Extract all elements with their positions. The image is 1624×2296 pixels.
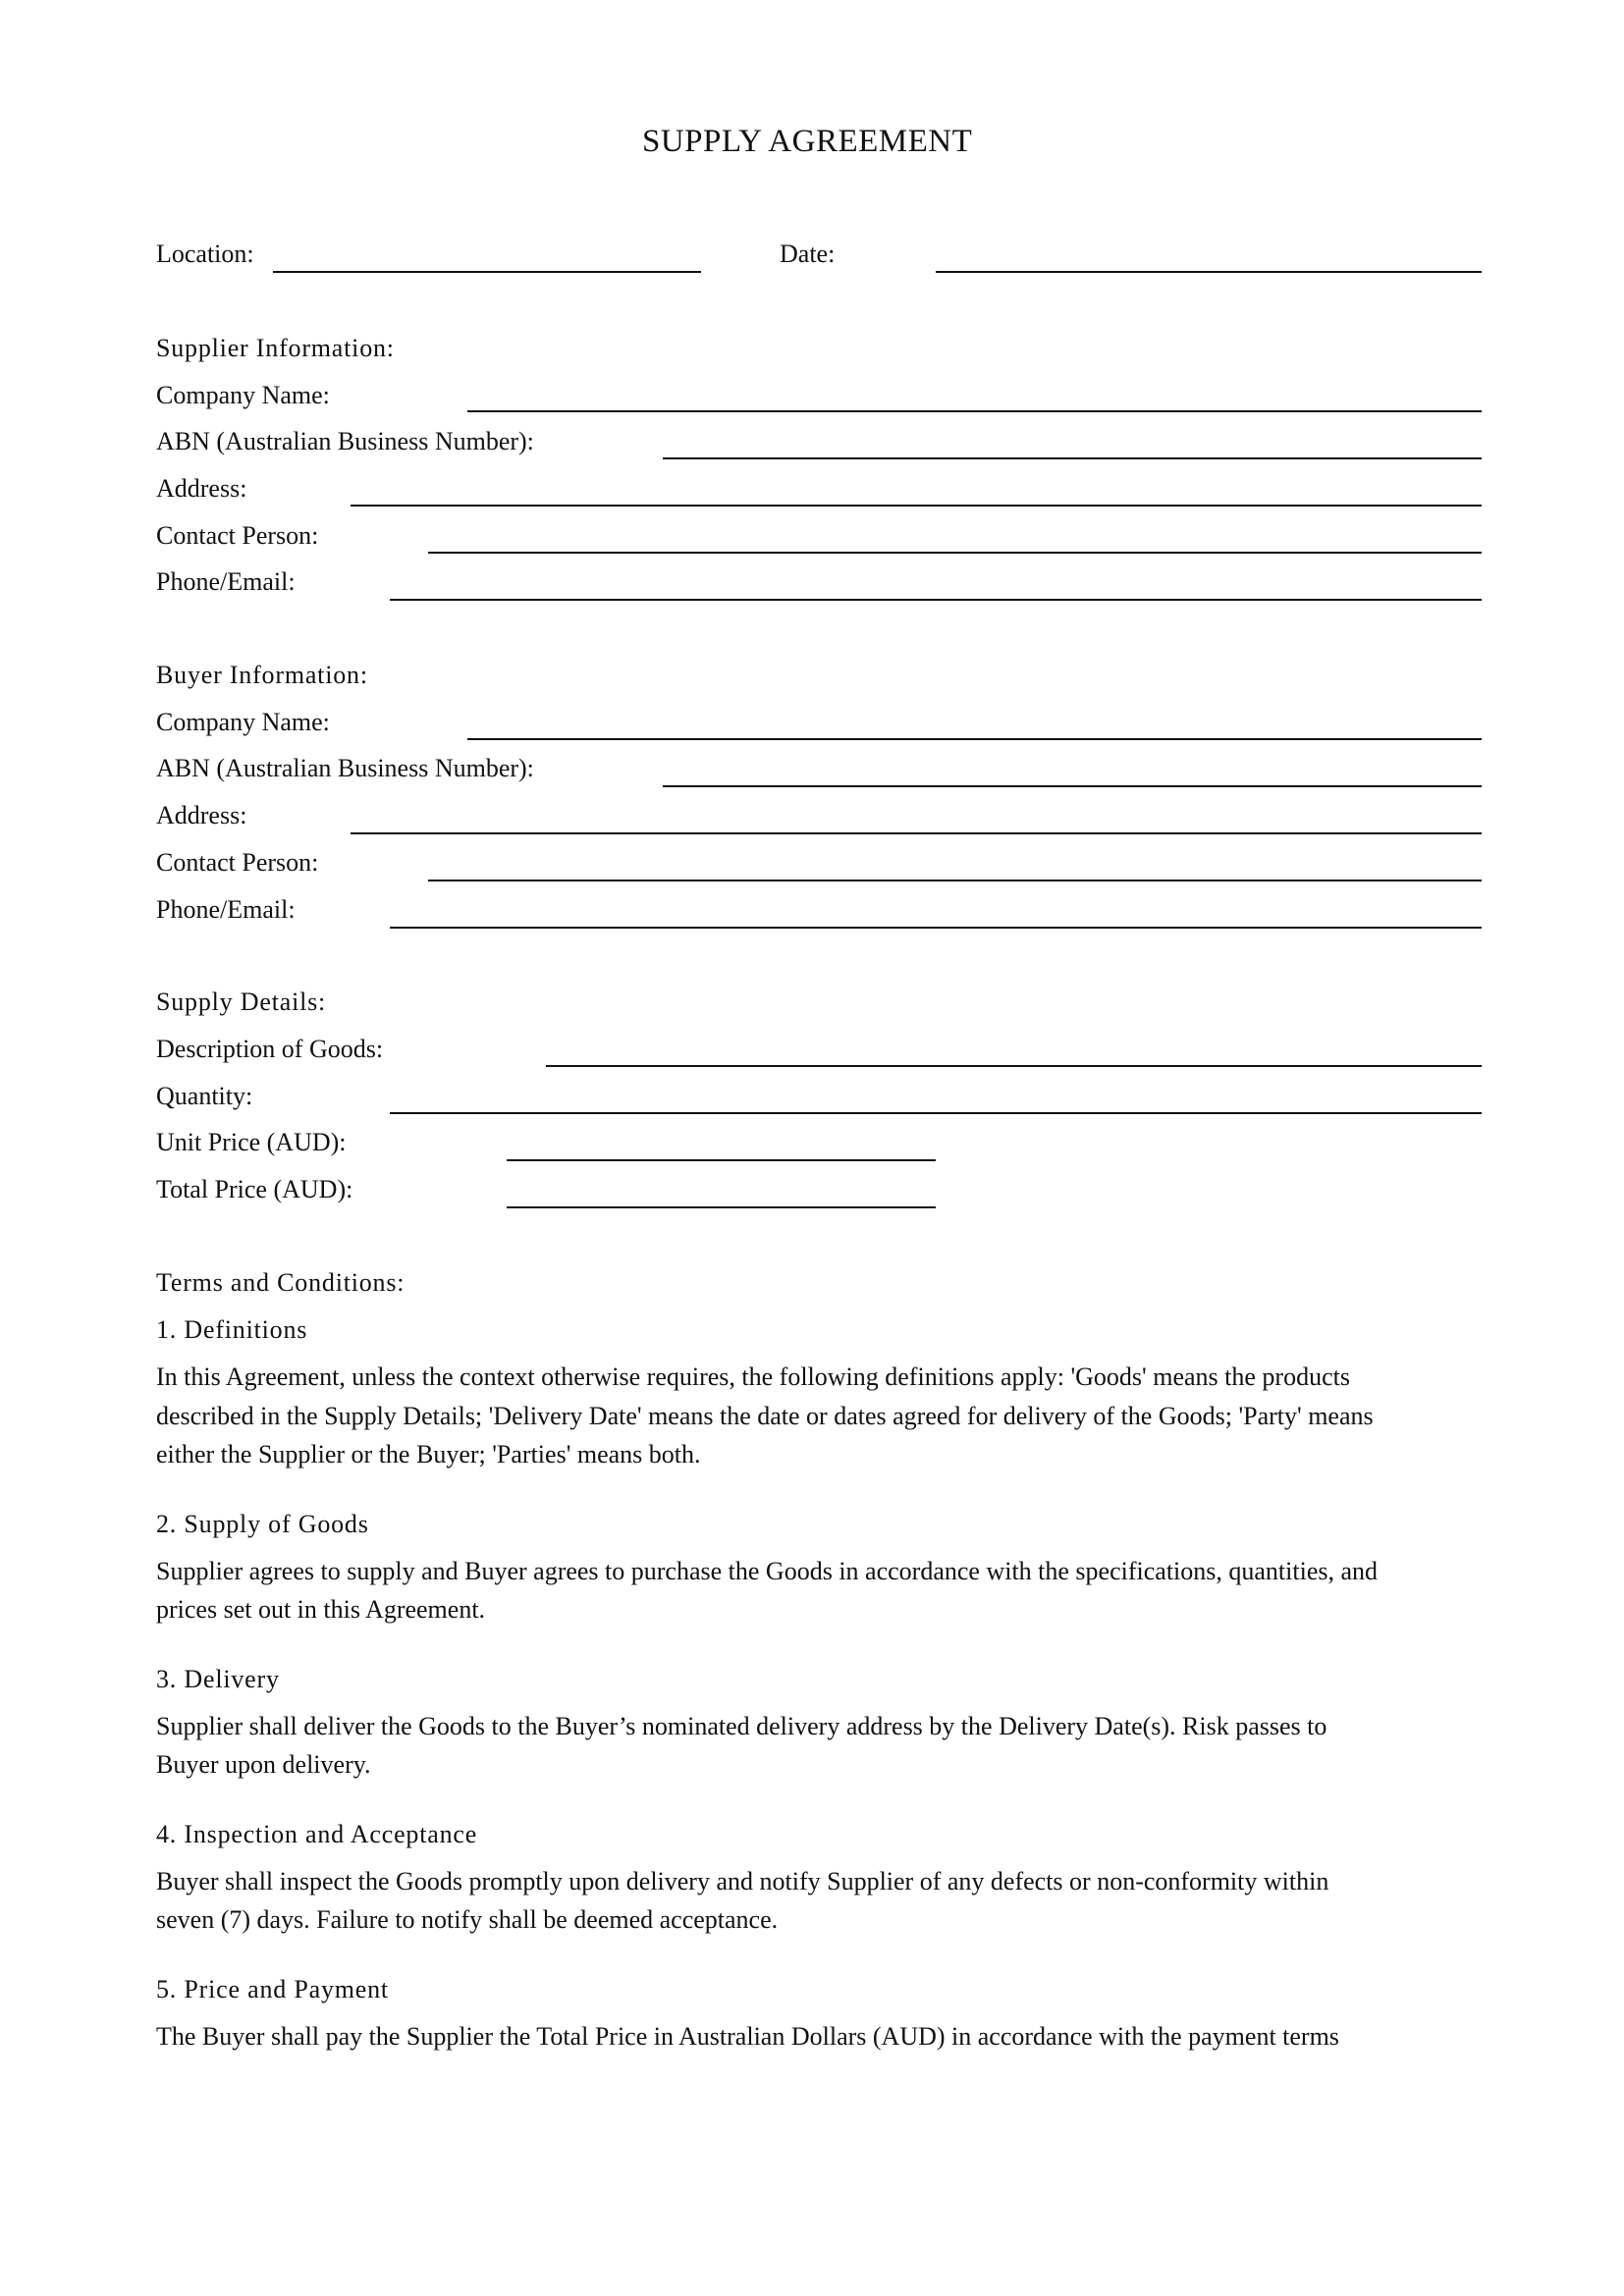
supplier-contact-person-line[interactable] — [428, 552, 1482, 554]
date-label: Date: — [780, 240, 836, 268]
description-of-goods-line[interactable] — [546, 1065, 1482, 1067]
supplier-information-heading: Supplier Information: — [156, 334, 395, 362]
buyer-abn-label: ABN (Australian Business Number): — [156, 754, 534, 782]
date-field-line[interactable] — [936, 271, 1482, 273]
unit-price-label: Unit Price (AUD): — [156, 1128, 347, 1156]
section-delivery-text-line-1: Supplier shall deliver the Goods to the Buyer’s nominated delivery address by the Delivery Date(s). Risk passes to — [156, 1712, 1327, 1740]
supplier-abn-line[interactable] — [663, 457, 1482, 459]
total-price-line[interactable] — [507, 1206, 936, 1208]
section-definitions-text-line-2: described in the Supply Details; 'Delivery Date' means the date or dates agreed for delivery of the Goods; 'Party' means — [156, 1402, 1374, 1430]
buyer-contact-person-label: Contact Person: — [156, 848, 319, 877]
supply-details-heading: Supply Details: — [156, 988, 327, 1016]
buyer-abn-line[interactable] — [663, 785, 1482, 787]
quantity-line[interactable] — [390, 1112, 1482, 1114]
terms-and-conditions-heading: Terms and Conditions: — [156, 1268, 406, 1297]
buyer-company-name-label: Company Name: — [156, 708, 330, 736]
supplier-contact-person-label: Contact Person: — [156, 521, 319, 550]
location-label: Location: — [156, 240, 254, 268]
supplier-company-name-line[interactable] — [467, 410, 1482, 412]
buyer-contact-person-line[interactable] — [428, 880, 1482, 881]
supplier-phone-email-label: Phone/Email: — [156, 567, 296, 596]
supplier-abn-label: ABN (Australian Business Number): — [156, 427, 534, 455]
section-definitions-text-line-3: either the Supplier or the Buyer; 'Parties' means both. — [156, 1440, 701, 1468]
description-of-goods-label: Description of Goods: — [156, 1035, 384, 1063]
section-supply-of-goods-title: 2. Supply of Goods — [156, 1510, 369, 1538]
section-inspection-text-line-2: seven (7) days. Failure to notify shall be deemed acceptance. — [156, 1905, 779, 1934]
section-definitions-text-line-1: In this Agreement, unless the context otherwise requires, the following definitions apply: 'Goods' means the products — [156, 1362, 1350, 1391]
section-delivery-title: 3. Delivery — [156, 1665, 280, 1693]
buyer-phone-email-line[interactable] — [390, 927, 1482, 929]
buyer-information-heading: Buyer Information: — [156, 661, 368, 689]
section-delivery-text-line-2: Buyer upon delivery. — [156, 1750, 371, 1779]
supplier-address-line[interactable] — [351, 505, 1482, 507]
buyer-company-name-line[interactable] — [467, 738, 1482, 740]
supplier-company-name-label: Company Name: — [156, 381, 330, 409]
section-price-and-payment-title: 5. Price and Payment — [156, 1975, 389, 2003]
section-inspection-title: 4. Inspection and Acceptance — [156, 1820, 478, 1848]
section-supply-of-goods-text-line-2: prices set out in this Agreement. — [156, 1595, 486, 1624]
buyer-address-line[interactable] — [351, 832, 1482, 834]
section-inspection-text-line-1: Buyer shall inspect the Goods promptly upon delivery and notify Supplier of any defects or non-conformity within — [156, 1867, 1329, 1896]
supplier-address-label: Address: — [156, 474, 247, 503]
location-field-line[interactable] — [273, 271, 701, 273]
total-price-label: Total Price (AUD): — [156, 1175, 353, 1203]
quantity-label: Quantity: — [156, 1082, 253, 1110]
supplier-phone-email-line[interactable] — [390, 599, 1482, 601]
section-price-and-payment-text-line-1: The Buyer shall pay the Supplier the Total Price in Australian Dollars (AUD) in accordance with the payment terms — [156, 2022, 1339, 2051]
section-supply-of-goods-text-line-1: Supplier agrees to supply and Buyer agrees to purchase the Goods in accordance with the specifications, quantities, and — [156, 1557, 1379, 1585]
unit-price-line[interactable] — [507, 1159, 936, 1161]
buyer-phone-email-label: Phone/Email: — [156, 895, 296, 924]
document-title: SUPPLY AGREEMENT — [642, 124, 973, 159]
section-definitions-title: 1. Definitions — [156, 1315, 308, 1344]
buyer-address-label: Address: — [156, 801, 247, 829]
